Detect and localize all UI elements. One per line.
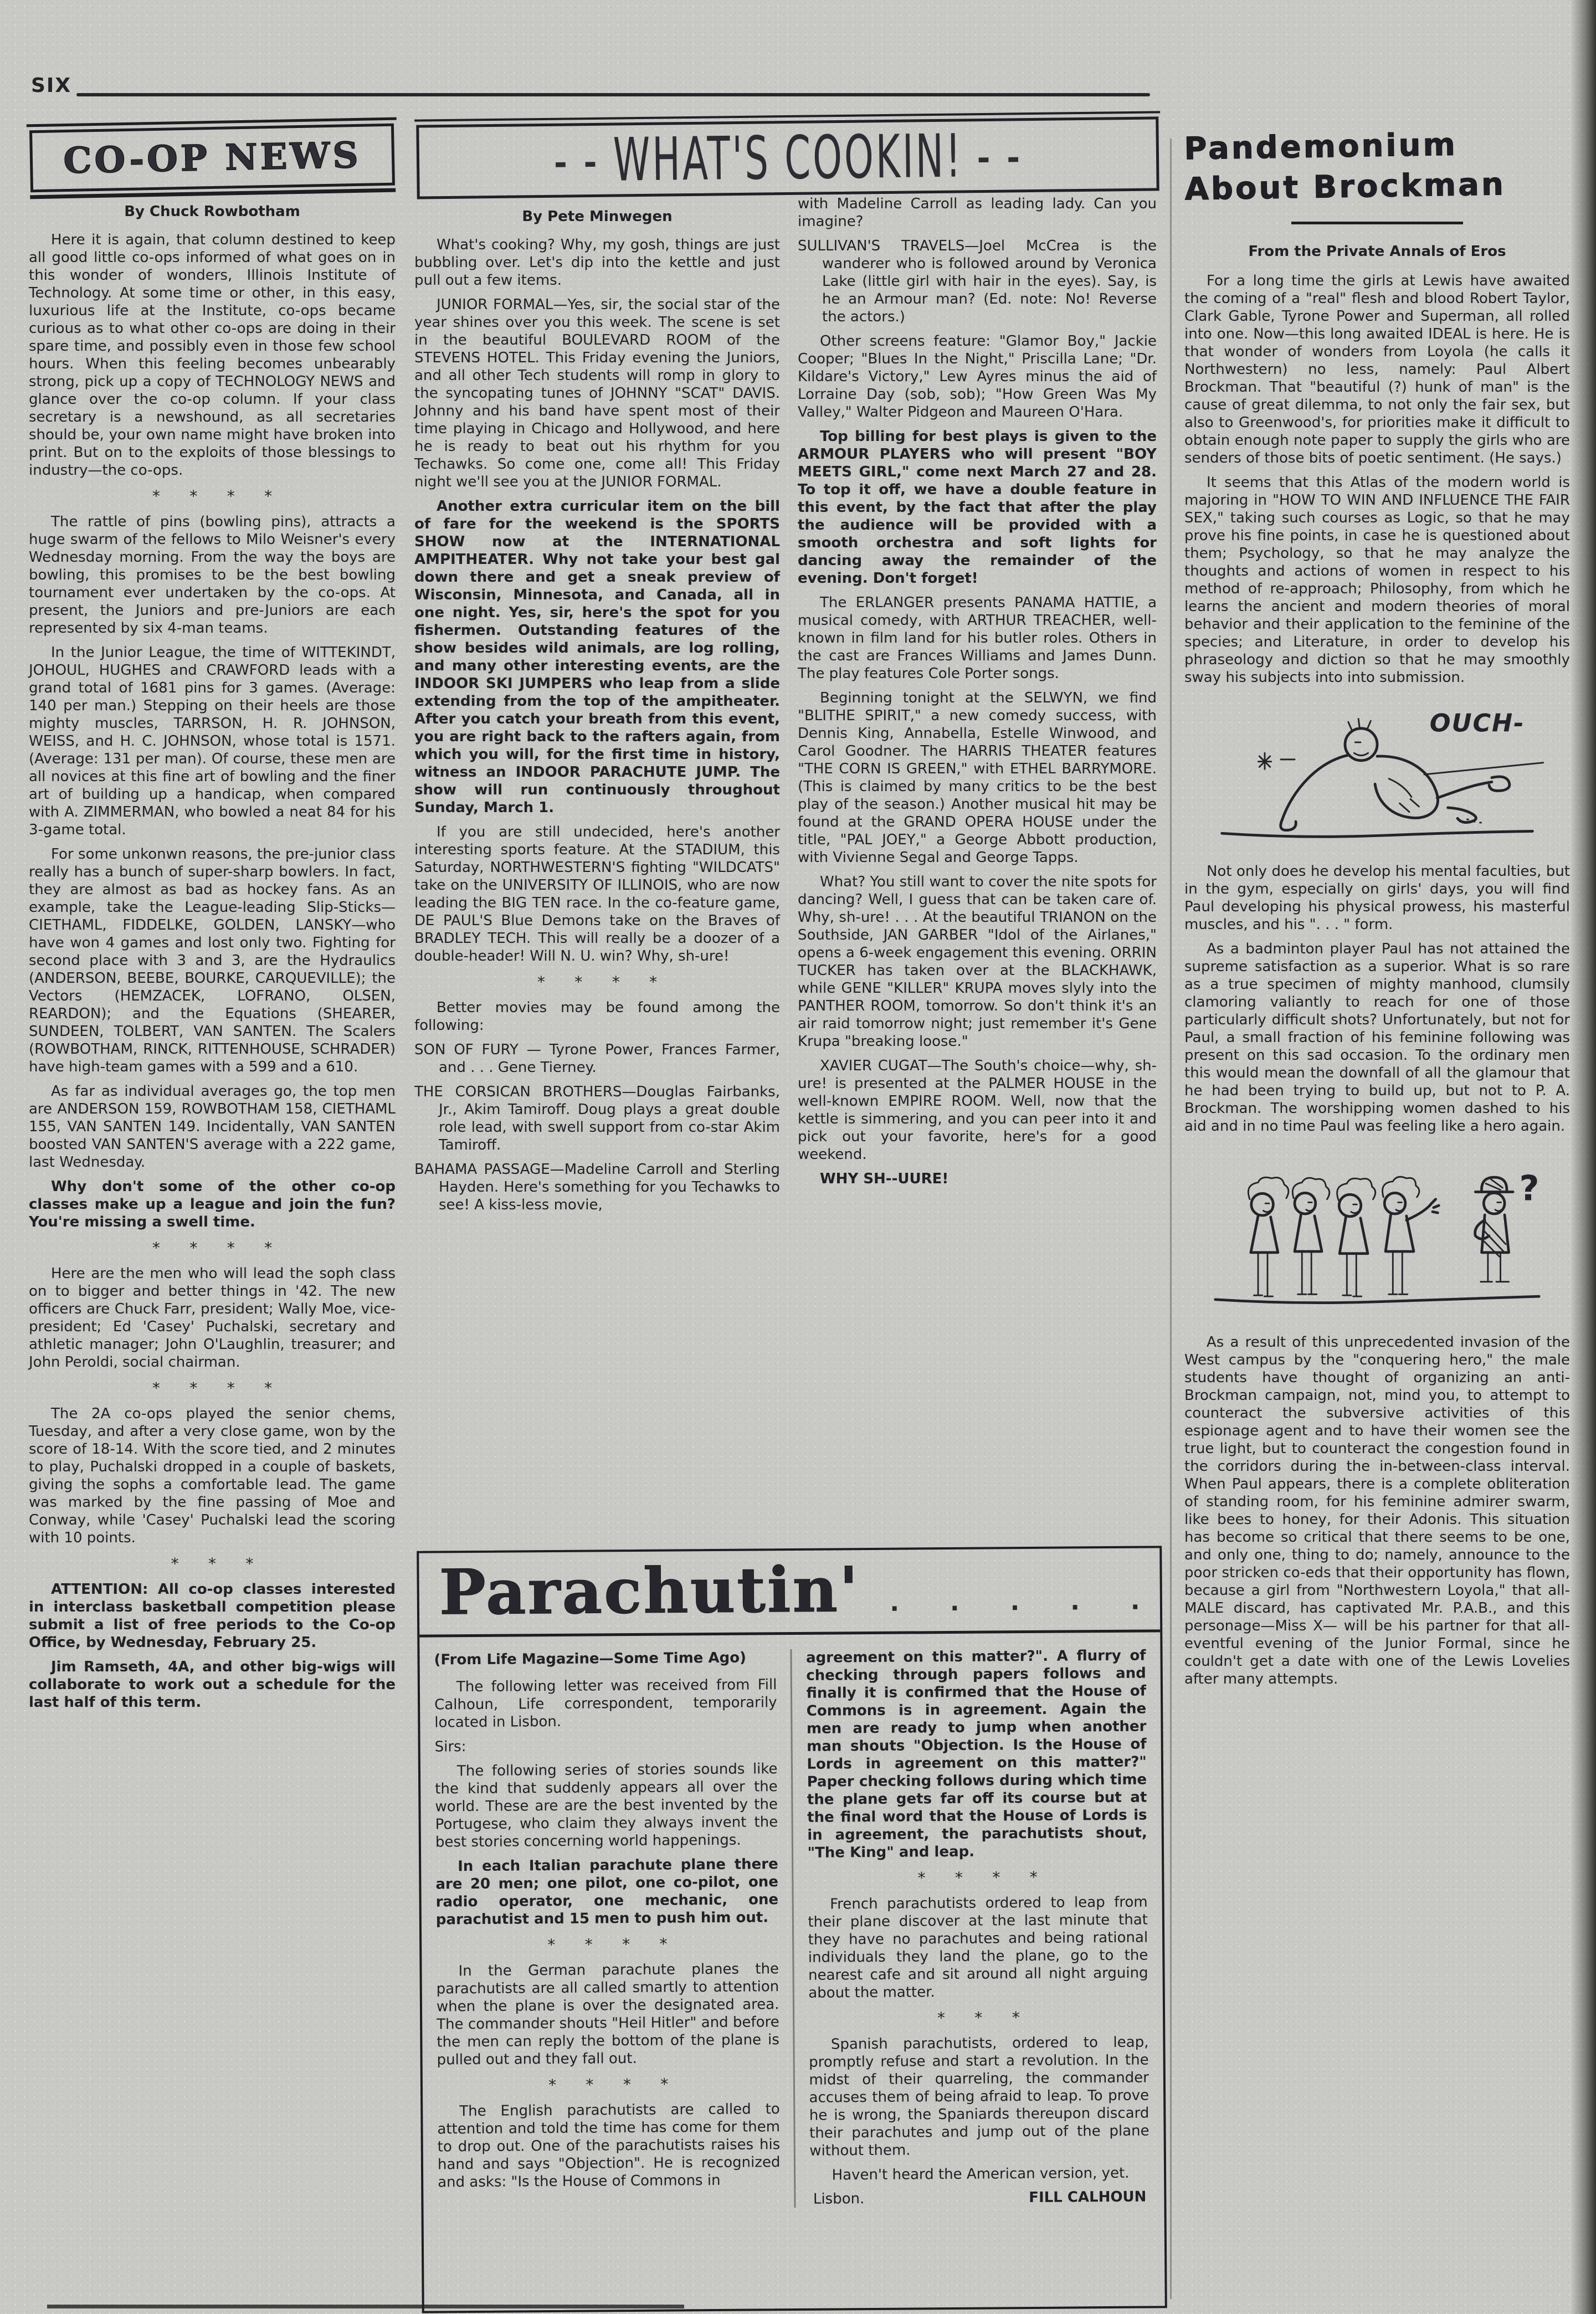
- paragraph: Beginning tonight at the SELWYN, we find "BLITHE SPIRIT," a new comedy success, with Dennis King, Annabella, Estelle Winwood, and Carol Goodner. The HARRIS THEATER features "THE CORN IS GREEN," with ETHEL BARRYMORE. (This is claimed by many critics to be the best play of the season.) Another musical hit may be found at the GRAND OPERA HOUSE under the title, "PAL JOEY," a George Abbott production, with Vivienne Segal and George Tapps.: [798, 690, 1157, 866]
- cartoon-girls-and-man: [1194, 1142, 1560, 1325]
- scan-bottom-artifact: [47, 2305, 684, 2308]
- paragraph: Here it is again, that column destined to keep all good little co-ops informed of what goes on in this wonder of wonders, Illinois Institute of Technology. At some time or other, in this easy, luxurious life at the Institute, co-ops became curious as to what other co-ops are doing in their spare time, and possibly even in those few school hours. When this feeling becomes unbearably strong, pick up a copy of TECHNOLOGY NEWS and glance over the co-op column. If your class secretary is a newshound, as all secretaries should be, your own name might have broken into print. But on to the exploits of those blessings to industry—the co-ops.: [29, 232, 396, 479]
- parachutin-source: (From Life Magazine—Some Time Ago): [434, 1649, 747, 1669]
- signature-row: [810, 2189, 1150, 2208]
- signature-place: Lisbon.: [813, 2190, 865, 2208]
- whats-cookin-title: - - WHAT'S COOKIN! - -: [553, 120, 1023, 196]
- article-parachutin: [417, 1546, 1167, 2313]
- header-rule: [76, 93, 1150, 96]
- stars-separator: * * *: [171, 1554, 254, 1573]
- paragraph: Spanish parachutists, ordered to leap, promptly refuse and start a revolution. In the midst of their quarreling, the commander accuses them of being afraid to leap. To prove he is wrong, the Spaniards thereupon discard their parachutes and jump out of the plane without them.: [809, 2034, 1149, 2159]
- paragraph: What's cooking? Why, my gosh, things are just bubbling over. Let's dip into the kettle and just pull out a few items.: [414, 237, 780, 289]
- paragraph: with Madeline Carroll as leading lady. Can you imagine?: [798, 196, 1157, 230]
- paragraph: Here are the men who will lead the soph class on to bigger and better things in '42. The new officers are Chuck Farr, president; Wally Moe, vice-president; Ed 'Casey' Puchalski, secretary and athletic manager; John O'Laughlin, treasurer; and John Peroldi, social chairman.: [29, 1265, 396, 1371]
- paragraph: French parachutists ordered to leap from their plane discover at the last minute that they have no parachutes and being rational individuals they land the plane, go to the nearest cafe and sit around all night arguing about the matter.: [808, 1894, 1148, 2002]
- cartoon-ouch-label: OUCH-: [1429, 709, 1525, 738]
- stars-separator: * * * *: [548, 2075, 669, 2095]
- stars-separator: * * * *: [152, 1239, 273, 1257]
- paragraph: Another extra curricular item on the bill of fare for the weekend is the SPORTS SHOW now at the INTERNATIONAL AMPITHEATER. Why not take your best gal down there and get a sneak preview of Wisconsin, Minnesota, and Canada, all in one night. Yes, sir, here's the spot for you fishermen. Outstanding features of the show besides wild animals, are log rolling, and many other interesting events, are the INDOOR SKI JUMPERS who leap from a slide extending from the top of the ampitheater. After you catch your breath from this event, you are right back to the rafters again, from which you will, for the first time in history, witness an INDOOR PARACHUTE JUMP. The show will run continuously throughout Sunday, March 1.: [414, 498, 780, 816]
- movie-item: BAHAMA PASSAGE—Madeline Carroll and Sterling Hayden. Here's something for you Techawks to see! A kiss-less movie,: [414, 1161, 780, 1213]
- paragraph: ATTENTION: All co-op classes interested in interclass basketball competition please submit a list of free periods to the Co-op Office, by Wednesday, February 25.: [29, 1581, 396, 1651]
- paragraph: Not only does he develop his mental faculties, but in the gym, especially on girls' days, you will find Paul developing his physical prowess, his masterful muscles, and his ". . . " form.: [1184, 863, 1570, 933]
- paragraph: WHY SH--UURE!: [820, 1171, 949, 1187]
- brockman-title: [1184, 124, 1571, 211]
- stars-separator: * * * *: [917, 1867, 1038, 1887]
- parachutin-right-column: [790, 1647, 1150, 2208]
- brockman-title-line1: Pandemonium: [1183, 126, 1458, 167]
- paragraph: agreement on this matter?". A flurry of checking through papers follows and finally it is confirmed that the House of Commons is in agreement. Again the men are ready to jump when another man shouts "Objection. Is the House of Lords in agreement on this matter?" Paper checking follows during which time the plane gets far off its course but at the final word that the House of Lords is in agreement, the parachutists shout, "The King" and leap.: [805, 1647, 1147, 1861]
- cartoon-question-label: ?: [1519, 1168, 1539, 1209]
- paragraph: JUNIOR FORMAL—Yes, sir, the social star of the year shines over you this week. The scene is set in the beautiful BOULEVARD ROOM of the STEVENS HOTEL. This Friday evening the Juniors, and all other Tech students will romp in glory to the syncopating tunes of JOHNNY "SCAT" DAVIS. Johnny and his band have spent most of their time playing in Chicago and Hollywood, and here he is ready to beat out his rhythm for you Techawks. So come one, come all! This Friday night we'll see you at the JUNIOR FORMAL.: [414, 296, 780, 490]
- paragraph: Jim Ramseth, 4A, and other big-wigs will collaborate to work out a schedule for the last half of this term.: [29, 1659, 396, 1711]
- paragraph: It seems that this Atlas of the modern world is majoring in "HOW TO WIN AND INFLUENCE THE FAIR SEX," taking such courses as Logic, so that he may prove his fine points, in case he is questioned about them; Psychology, so that he may analyze the thoughts and actions of women in respect to his method of re-approach; Philosophy, from which he learns the ancient and modern theories of moral behavior and their application to the feminine of the species; and Literature, in order to develop his phraseology and diction so that he may smoothly sway his subjects into into submission.: [1184, 474, 1570, 686]
- paragraph: In the Junior League, the time of WITTEKINDT, JOHOUL, HUGHES and CRAWFORD leads with a grand total of 1681 pins for 3 games. (Average: 140 per man.) Stepping on their heels are those mighty muscles, TARRSON, H. R. JOHNSON, WEISS, and H. C. JOHNSON, whose total is 1571. (Average: 131 per man). Of course, these men are all novices at this fine art of bowling and the finer art of building up a handicap, when compared with A. ZIMMERMAN, who bowled a neat 84 for his 3-game total.: [29, 644, 396, 838]
- paragraph: As a badminton player Paul has not attained the supreme satisfaction as a superior. What is so rare as a true specimen of mighty manhood, clumsily clamoring valiantly to reach for one of those particularly difficult shots? Unfortunately, but not for Paul, a small fraction of his feminine following was present on this sad occasion. To the ordinary men this would mean the downfall of all the glamour that he had been trying to build up, but not to P. A. Brockman. The worshipping women dashed to his aid and in no time Paul was feeling like a hero again.: [1184, 940, 1570, 1135]
- column-divider-rule: [1170, 138, 1172, 2299]
- stars-separator: * * *: [937, 2008, 1020, 2028]
- coop-news-byline: By Chuck Rowbotham: [124, 203, 300, 220]
- movie-item: SULLIVAN'S TRAVELS—Joel McCrea is the wanderer who is followed around by Veronica Lake (little girl with hair in the eyes). Say, is he an Armour man? (Ed. note: No! Reverse the actors.): [798, 238, 1157, 325]
- parachutin-title-box: [419, 1548, 1160, 1637]
- coop-news-title-box: [29, 124, 395, 193]
- paragraph: For a long time the girls at Lewis have awaited the coming of a "real" flesh and blood Robert Taylor, Clark Gable, Tyrone Power and Superman, all rolled into one. Now—this long awaited IDEAL is here. He is that wonder of wonders from Loyola (he calls it Northwestern) no less, namely: Paul Albert Brockman. That "beautiful (?) hunk of man" is the cause of great dilemma, to not only the fair sex, but also to Greenwood's, for priorities make it difficult to obtain enough note paper to supply the girls who are senders of those bits of poetic sentiment. (He says.): [1184, 272, 1570, 466]
- paragraph: The 2A co-ops played the senior chems, Tuesday, and after a very close game, won by the score of 18-14. With the score tied, and 2 minutes to play, Puchalski dropped in a couple of baskets, giving the sophs a comfortable lead. The game was marked by the fine passing of Moe and Conway, while 'Casey' Puchalski lead the scoring with 10 points.: [29, 1405, 396, 1546]
- paragraph: Sirs:: [434, 1738, 466, 1756]
- brockman-title-line2: About Brockman: [1184, 166, 1506, 208]
- parachutin-title: Parachutin': [439, 1553, 860, 1629]
- whats-cookin-byline: By Pete Minwegen: [522, 208, 673, 225]
- stars-separator: * * * *: [537, 973, 658, 991]
- paragraph: In the German parachute planes the parachutists are all called smartly to attention when the plane is over the designated area. The commander shouts "Heil Hitler" and before the men can reply the bottom of the plane is pulled out and they fall out.: [436, 1961, 779, 2069]
- paragraph: What? You still want to cover the nite spots for dancing? Well, I guess that can be taken care of. Why, sh-ure! . . . At the beautiful TRIANON on the Southside, JAN GARBER "Idol of the Airlanes," opens a 6-week engagement this evening. ORRIN TUCKER has taken over at the BLACKHAWK, while GENE "KILLER" KRUPA moves slyly into the PANTHER ROOM, tomorrow. So don't think it's an air raid tomorrow night; just remember it's Gene Krupa "breaking loose.": [798, 874, 1157, 1050]
- paragraph: Haven't heard the American version, yet.: [832, 2164, 1130, 2184]
- paragraph: XAVIER CUGAT—The South's choice—why, sh-ure! is presented at the PALMER HOUSE in the well-known EMPIRE ROOM. Well, now that the kettle is simmering, and you can peer into it and pick out your favorite, here's for a good weekend.: [798, 1058, 1157, 1163]
- paragraph: The following series of stories sounds like the kind that suddenly appears all over the world. These are are the best invented by the Portugese, who claim they always invent the best stories concerning world happenings.: [435, 1761, 778, 1851]
- article-brockman: [1184, 126, 1570, 1695]
- paragraph: The English parachutists are called to attention and told the time has come for them to drop out. One of the parachutists raises his hand and says "Objection". He is recognized and asks: "Is the House of Commons in: [437, 2101, 781, 2191]
- paragraph: The rattle of pins (bowling pins), attracts a huge swarm of the fellows to Milo Weisner's every Wednesday morning. From the way the boys are bowling, this promises to be the best bowling tournament ever undertaken by the co-ops. At present, the Juniors and pre-Juniors are each represented by six 4-man teams.: [29, 514, 396, 637]
- brockman-subhead: From the Private Annals of Eros: [1248, 243, 1506, 260]
- scan-edge-artifact: [1571, 0, 1596, 2314]
- stars-separator: * * * *: [547, 1935, 668, 1954]
- stars-separator: * * * *: [152, 487, 273, 505]
- movie-item: THE CORSICAN BROTHERS—Douglas Fairbanks, Jr., Akim Tamiroff. Doug plays a great double role lead, with swell support from co-star Akim Tamiroff.: [414, 1084, 780, 1153]
- parachutin-columns: [419, 1632, 1164, 2215]
- cartoon-strongman-ouch: [1194, 693, 1560, 854]
- paragraph: Better movies may be found among the following:: [414, 999, 780, 1034]
- paragraph: In each Italian parachute plane there are 20 men; one pilot, one co-pilot, one radio operator, one mechanic, one parachutist and 15 men to push him out.: [435, 1856, 779, 1928]
- paragraph: The following letter was received from Fill Calhoun, Life correspondent, temporarily located in Lisbon.: [434, 1676, 777, 1731]
- article-coop-news: [29, 119, 396, 1718]
- paragraph: If you are still undecided, here's another interesting sports feature. At the STADIUM, this Saturday, NORTHWESTERN'S fighting "WILDCATS" take on the UNIVERSITY OF ILLINOIS, who are now leading the BIG TEN race. In the co-feature game, DE PAUL'S Blue Demons take on the Braves of BRADLEY TECH. This will really be a doozer of a double-header! Will N. U. win? Why, sh-ure!: [414, 824, 780, 964]
- parachutin-title-dots: . . . . .: [890, 1587, 1140, 1617]
- signature-name: FILL CALHOUN: [1029, 2188, 1147, 2207]
- paragraph: Why don't some of the other co-op classes make up a league and join the fun? You're missing a swell time.: [29, 1178, 396, 1230]
- movie-item: SON OF FURY — Tyrone Power, Frances Farmer, and . . . Gene Tierney.: [414, 1041, 780, 1076]
- paragraph: Other screens feature: "Glamor Boy," Jackie Cooper; "Blues In the Night," Priscilla Lane; "Dr. Kildare's Victory," Lew Ayres minus the aid of Lorraine Day (sob, sob); "How Green Was My Valley," Walter Pidgeon and Maureen O'Hara.: [798, 333, 1157, 420]
- article-whats-cookin-right: [798, 195, 1157, 1194]
- whats-cookin-title-box: [416, 116, 1159, 199]
- paragraph: For some unkonwn reasons, the pre-junior class really has a bunch of super-sharp bowlers. In fact, they are almost as bad as hockey fans. As an example, take the League-leading Slip-Sticks—CIETHAML, FIDDELKE, GOLDEN, LANSKY—who have won 4 games and lost only two. Fighting for second place with 3 and 3, are the Hydraulics (ANDERSON, BEEBE, BOURKE, CARQUEVILLE); the Vectors (HEMZACEK, LOFRANO, OLSEN, REARDON); and the Equations (SHEARER, SUNDEEN, TOLBERT, VAN SANTEN. The Scalers (ROWBOTHAM, RINCK, RITTENHOUSE, SCHRADER) have high-team games with a 599 and a 610.: [29, 846, 396, 1075]
- title-underline: [1291, 222, 1463, 224]
- parachutin-left-column: [434, 1649, 794, 2210]
- paragraph: As a result of this unprecedented invasion of the West campus by the "conquering hero," the male students have thought of organizing an anti-Brockman campaign, not, mind you, to attempt to counteract the subversive activities of this espionage agent and to have their women see the true light, but to counteract the congestion found in the corridors during the in-between-class interval. When Paul appears, there is a complete obliteration of standing room, for his feminine admirer swarm, like bees to honey, for their Adonis. This situation has become so critical that there seems to be one, and only one, thing to do; namely, announce to the poor stricken co-eds that their opportunity has flown, because a girl from "Northwestern Loyola," that all-MALE discard, has captivated Mr. P.A.B., and this personage—Miss X— will be his partner for that all-eventful evening of the Junior Formal, since he couldn't get a date with one of the Lewis Lovelies after many attempts.: [1184, 1333, 1570, 1687]
- paragraph: The ERLANGER presents PANAMA HATTIE, a musical comedy, with ARTHUR TREACHER, well-known in film land for his butler roles. Others in the cast are Frances Williams and James Dunn. The play features Cole Porter songs.: [798, 594, 1157, 682]
- paragraph: As far as individual averages go, the top men are ANDERSON 159, ROWBOTHAM 158, CIETHAML 155, VAN SANTEN 149. Incidentally, VAN SANTEN boosted VAN SANTEN'S average with a 222 game, last Wednesday.: [29, 1083, 396, 1171]
- stars-separator: * * * *: [152, 1379, 273, 1397]
- article-whats-cookin-left: [414, 206, 780, 1220]
- paragraph: Top billing for best plays is given to the ARMOUR PLAYERS who will present "BOY MEETS GIRL," come next March 27 and 28. To top it off, we have a double feature in this event, by the fact that after the play the audience will be provided with a smooth orchestra and soft lights for dancing away the remainder of the evening. Don't forget!: [798, 428, 1157, 587]
- page-number: SIX: [31, 74, 72, 97]
- coop-news-title: CO-OP NEWS: [63, 134, 362, 182]
